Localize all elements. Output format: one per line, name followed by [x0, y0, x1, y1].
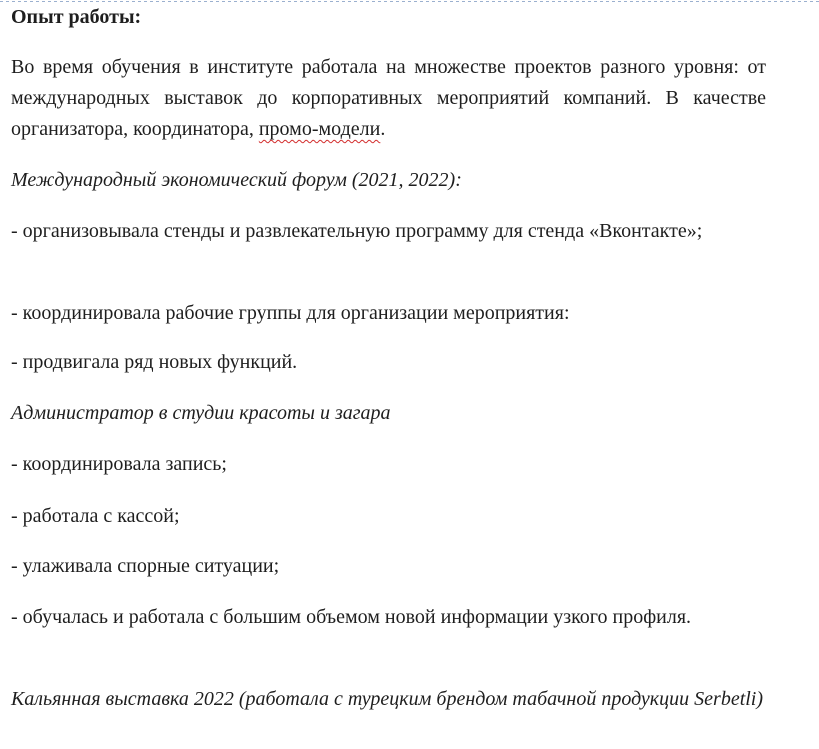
- intro-paragraph: [11, 52, 766, 145]
- forum-item-features: - продвигала ряд новых функций.: [11, 351, 298, 373]
- salon-item-training: - обучалась и работала с большим объемом новой информации узкого профиля.: [11, 606, 692, 628]
- intro-text-end: .: [380, 118, 386, 140]
- section-title-hookah-expo: Кальянная выставка 2022 (работала с турецким брендом табачной продукции Serbetli): [11, 688, 764, 710]
- section-title-salon: Администратор в студии красоты и загара: [11, 402, 391, 424]
- forum-item-workgroups: - координировала рабочие группы для организации мероприятия:: [11, 302, 570, 324]
- spellcheck-flagged-word[interactable]: промо-модели: [258, 118, 381, 140]
- forum-item-stands: - организовывала стенды и развлекательную программу для стенда «Вконтакте»;: [11, 220, 703, 242]
- salon-item-booking: - координировала запись;: [11, 453, 227, 475]
- intro-text: Во время обучения в институте работала на множестве проектов разного уровня: от международных выставок до корпоративных мероприятий компаний. В качестве организатора, координатора,: [11, 56, 766, 140]
- work-experience-heading: Опыт работы:: [11, 6, 142, 28]
- salon-item-cashier: - работала с кассой;: [11, 505, 180, 527]
- section-title-forum: Международный экономический форум (2021, 2022):: [11, 169, 462, 191]
- salon-item-disputes: - улаживала спорные ситуации;: [11, 555, 280, 577]
